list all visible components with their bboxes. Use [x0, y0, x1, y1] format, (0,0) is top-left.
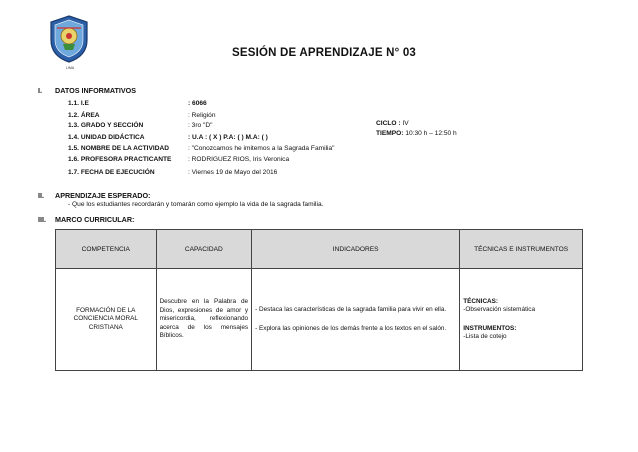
cell-capacidad — [156, 269, 252, 371]
section-3-number: III. — [38, 215, 46, 224]
capacidad-text: Descubre en la Palabra de Dios, expresiones de amor y misericordia, reflexionando acerca de los mensajes Bíblicos. — [159, 298, 249, 340]
dato-value-profesora: : RODRIGUEZ RIOS, Iris Veronica — [188, 156, 290, 163]
instrumentos-item: -Lista de cotejo — [463, 332, 507, 340]
instrumentos-title: INSTRUMENTOS: — [463, 324, 517, 332]
dato-value-area: : Religión — [188, 112, 216, 119]
school-crest-logo — [47, 14, 91, 64]
table-header-row — [56, 230, 583, 269]
dato-value-unidad: : U.A : ( X ) P.A: ( ) M.A: ( ) — [188, 134, 268, 141]
dato-label-actividad: 1.5. NOMBRE DE LA ACTIVIDAD — [68, 145, 169, 152]
dato-value-ie: : 6066 — [188, 100, 207, 107]
tecnicas-item: -Observación sistemática — [463, 306, 536, 314]
dato-label-profesora: 1.6. PROFESORA PRACTICANTE — [68, 156, 172, 163]
cell-indicadores — [252, 269, 460, 371]
dato-label-fecha: 1.7. FECHA DE EJECUCIÓN — [68, 169, 155, 176]
dato-value-actividad: : "Conozcamos he imitemos a la Sagrada Familia" — [188, 145, 335, 152]
tecnicas-title: TÉCNICAS: — [463, 297, 499, 305]
dato-label-ie: 1.1. I.E — [68, 100, 89, 107]
dato-value-grado: : 3ro "D" — [188, 122, 213, 129]
dato-label-area: 1.2. ÁREA — [68, 112, 100, 119]
header-capacidad: CAPACIDAD — [156, 230, 252, 269]
indicador-2: - Explora las opiniones de los demás frente a los textos en el salón. — [255, 324, 447, 332]
ciclo-value: IV — [400, 120, 409, 127]
section-1-number: I. — [38, 86, 42, 95]
indicador-1: - Destaca las características de la sagrada familia para vivir en ella. — [255, 306, 447, 314]
table-row — [56, 269, 583, 371]
cell-competencia — [56, 269, 157, 371]
cell-tecnicas — [460, 269, 583, 371]
section-2-title: APRENDIZAJE ESPERADO: — [55, 191, 151, 200]
section-3-title: MARCO CURRICULAR: — [55, 215, 135, 224]
curricular-table — [55, 229, 583, 371]
page-title: SESIÓN DE APRENDIZAJE N° 03 — [232, 47, 417, 59]
ciclo-label: CICLO : — [376, 120, 401, 127]
section-1-title: DATOS INFORMATIVOS — [55, 86, 137, 95]
tiempo-label: TIEMPO: — [376, 130, 404, 137]
aprendizaje-esperado-text: - Que los estudiantes recordarán y tomarán como ejemplo la vida de la sagrada familia. — [68, 201, 324, 208]
tiempo — [376, 122, 457, 140]
competencia-text: FORMACIÓN DE LA CONCIENCIA MORAL CRISTIANA — [73, 306, 138, 331]
dato-label-unidad: 1.4. UNIDAD DIDÁCTICA — [68, 134, 145, 141]
header-indicadores: INDICADORES — [252, 230, 460, 269]
tiempo-value: 10:30 h – 12:50 h — [403, 130, 457, 137]
dato-label-grado: 1.3. GRADO Y SECCIÓN — [68, 122, 144, 129]
header-tecnicas: TÉCNICAS E INSTRUMENTOS — [460, 230, 583, 269]
header-competencia: COMPETENCIA — [56, 230, 157, 269]
dato-value-fecha: : Viernes 19 de Mayo del 2016 — [188, 169, 278, 176]
logo-caption: LIMA — [65, 66, 75, 70]
section-2-number: II. — [38, 191, 44, 200]
